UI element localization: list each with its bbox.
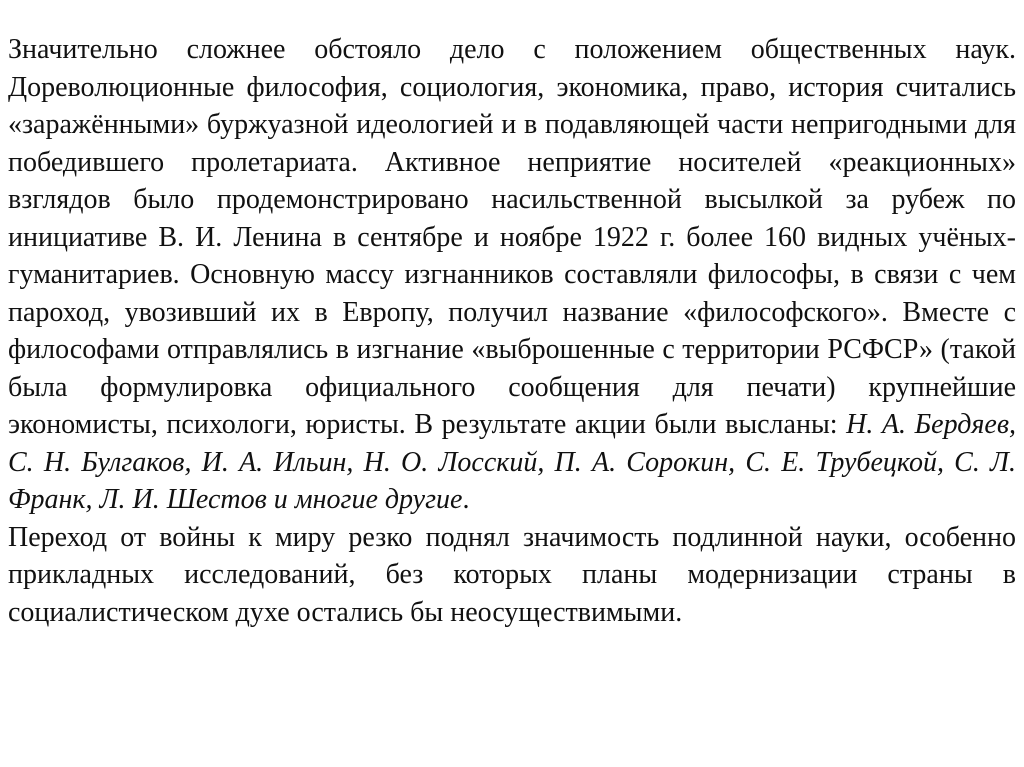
paragraph-social-sciences: [8, 31, 1016, 519]
paragraph-text: Значительно сложнее обстояло дело с положением общественных наук. Дореволюционные философия, социология, экономика, право, история считались «заражёнными» буржуазной идеологией и в подавляющей части непригодными для победившего пролетариата. Активное неприятие носителей «реакционных» взглядов было продемонстрировано насильственной высылкой за рубеж по инициативе В. И. Ленина в сентябре и ноябре 1922 г. более 160 видных учёных-гуманитариев. Основную массу изгнанников составляли философы, в связи с чем пароход, увозивший их в Европу, получил название «философского». Вместе с философами отправлялись в изгнание «выброшенные с территории РСФСР» (такой была формулировка официального сообщения для печати) крупнейшие экономисты, психологи, юристы. В результате акции были высланы:: [8, 34, 1016, 440]
exiled-scholars-names: Н. А. Бердяев, С. Н. Булгаков, И. А. Ильин, Н. О. Лосский, П. А. Сорокин, С. Е. Трубецкой, С. Л. Франк, Л. И. Шестов и многие другие: [8, 409, 1016, 515]
paragraph-applied-science: Переход от войны к миру резко поднял значимость подлинной науки, особенно прикладных исследований, без которых планы модернизации страны в социалистическом духе остались бы неосуществимыми.: [8, 521, 1016, 628]
document-page: [8, 31, 1016, 631]
paragraph-end-punctuation: .: [462, 484, 470, 515]
